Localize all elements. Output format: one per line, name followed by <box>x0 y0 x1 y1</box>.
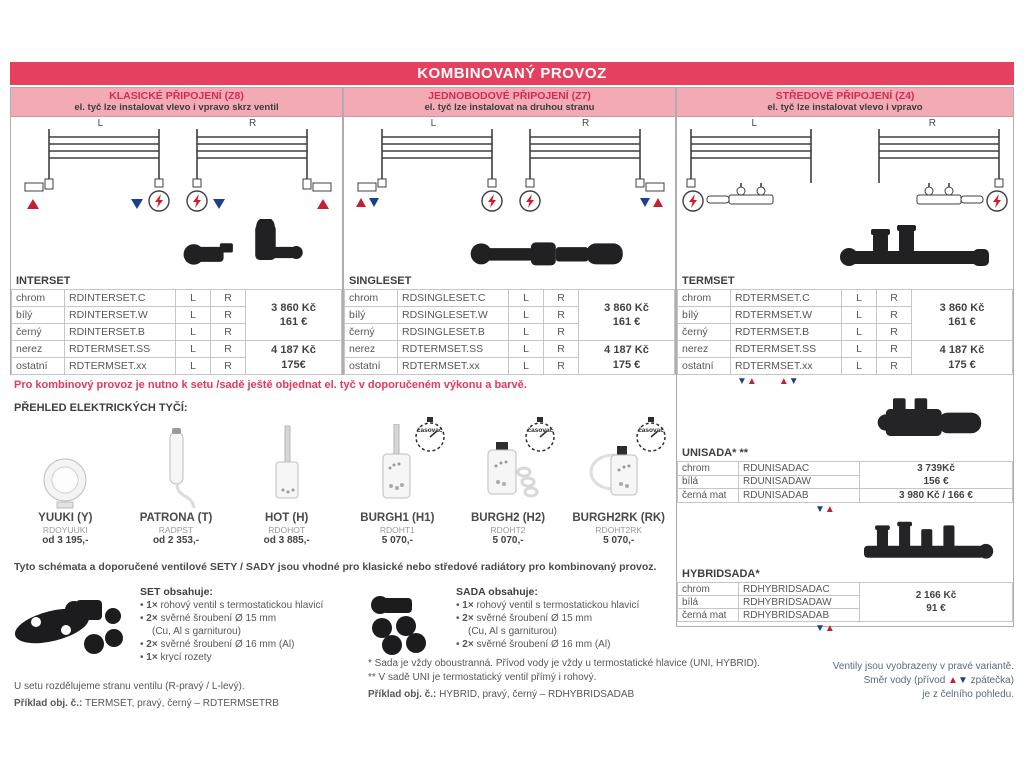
table-row <box>345 341 675 358</box>
column-header <box>344 88 675 117</box>
rod-price: od 2 353,- <box>152 535 200 546</box>
price-kc: 3 739Kč <box>917 463 955 474</box>
left-radiator <box>382 129 492 183</box>
price-cell <box>912 341 1013 375</box>
set-name: SINGLESET <box>349 275 412 287</box>
termset-product-photo <box>677 217 1013 273</box>
column-subtitle: el. tyč lze instalovat vlevo i vpravo <box>767 102 923 113</box>
rod-code: RDOHT1 <box>379 525 415 535</box>
list-item: • 1× rohový ventil s termostatickou hlavicí <box>140 599 388 612</box>
supply-arrow-icon <box>27 199 39 209</box>
hot-photo <box>231 416 342 512</box>
column-header <box>11 88 342 117</box>
right-cell: R <box>544 290 579 307</box>
example-hybrid: Příklad obj. č.: HYBRID, pravý, černý – RDHYBRIDSADAB <box>368 689 635 700</box>
color-cell: chrom <box>345 290 398 307</box>
left-cell: L <box>509 307 544 324</box>
left-cell: L <box>842 290 877 307</box>
left-cell: L <box>176 324 211 341</box>
timer-badge <box>519 416 561 454</box>
left-variant-label: L <box>97 118 104 129</box>
code-cell: RDTERMSET.B <box>731 324 842 341</box>
return-arrow-icon: ▼ <box>737 376 747 387</box>
return-arrow-icon <box>131 199 143 209</box>
rod-code: RDOHOT <box>268 525 306 535</box>
rod-price: 5 070,- <box>381 535 413 546</box>
list-item: • 2× svěrné šroubení Ø 15 mm <box>140 612 388 625</box>
footnote-uni: ** V sadě UNI je termostatický ventil přímý i rohový. <box>368 672 597 683</box>
table-row <box>678 583 1013 596</box>
color-cell: černá mat <box>678 489 739 503</box>
supply-arrow-icon <box>653 198 663 207</box>
color-cell: černý <box>12 324 65 341</box>
rod-price: 5 070,- <box>492 535 524 546</box>
code-cell: RDTERMSET.xx <box>398 358 509 375</box>
code-cell: RDSINGLESET.B <box>398 324 509 341</box>
column-title: KLASICKÉ PŘIPOJENÍ (Z8) <box>109 90 244 102</box>
stopwatch-icon <box>630 416 672 454</box>
code-cell: RDTERMSET.SS <box>731 341 842 358</box>
left-cell: L <box>509 341 544 358</box>
right-cell: R <box>544 341 579 358</box>
z8-connection-diagram <box>11 117 342 217</box>
rods-heading: PŘEHLED ELEKTRICKÝCH TYČÍ: <box>14 402 188 414</box>
valve-orientation-note <box>812 660 1014 702</box>
left-cell: L <box>176 307 211 324</box>
table-row <box>678 489 1013 503</box>
right-cell: R <box>211 290 246 307</box>
price-eur: 175 € <box>612 358 641 371</box>
color-cell: nerez <box>678 341 731 358</box>
rod-code: RDOYUUKI <box>42 525 88 535</box>
patrona-photo-svg <box>144 424 208 512</box>
right-cell: R <box>211 307 246 324</box>
code-cell: RDUNISADAW <box>739 475 860 489</box>
color-cell: černý <box>345 324 398 341</box>
example-termset: Příklad obj. č.: TERMSET, pravý, černý – RDTERMSETRB <box>14 698 279 709</box>
set-side-note: U setu rozdělujeme stranu ventilu (R-pravý / L-levý). <box>14 681 245 692</box>
color-cell: bílá <box>678 475 739 489</box>
price-cell <box>246 290 342 341</box>
supply-arrow-icon: ▲ <box>778 376 789 387</box>
rod-price: od 3 885,- <box>263 535 310 546</box>
right-cell: R <box>877 307 912 324</box>
timer-badge <box>409 416 451 454</box>
return-arrow-icon: ▼ <box>815 623 825 634</box>
set-parts-photo <box>10 592 132 664</box>
right-cell: R <box>544 307 579 324</box>
z4-diagram-svg <box>677 117 1013 217</box>
rod-name: BURGH1 (H1) <box>360 512 435 524</box>
list-item: (Cu, Al s garniturou) <box>152 626 241 637</box>
code-cell: RDTERMSET.xx <box>65 358 176 375</box>
rod-card-burgh2rk <box>563 416 674 558</box>
rod-name: BURGH2RK (RK) <box>572 512 666 524</box>
return-arrow-icon: ▼ <box>815 504 825 515</box>
code-cell: RDTERMSET.SS <box>65 341 176 358</box>
rod-card-patrona <box>121 416 232 558</box>
code-cell: RDINTERSET.W <box>65 307 176 324</box>
unisada-photo-svg <box>859 391 999 445</box>
supply-arrow-icon: ▲ <box>824 504 835 515</box>
code-cell: RDTERMSET.SS <box>398 341 509 358</box>
note-line: Ventily jsou vyobrazeny v pravé variantě. <box>832 661 1014 672</box>
stopwatch-icon <box>519 416 561 454</box>
note-line: je z čelního pohledu. <box>922 689 1014 700</box>
price-kc: 3 860 Kč <box>939 301 985 314</box>
price-kc: 2 166 Kč <box>915 590 957 601</box>
column-subtitle: el. tyč lze instalovat vlevo i vpravo skrz ventil <box>74 102 279 113</box>
valves <box>25 179 331 191</box>
code-cell: RDSINGLESET.W <box>398 307 509 324</box>
electric-rods-row <box>10 416 674 558</box>
price-cell <box>579 341 675 375</box>
list-item: (Cu, Al s garniturou) <box>468 626 557 637</box>
unisada-product-photo <box>677 389 1013 445</box>
supply-arrow-icon: ▲ <box>824 623 835 634</box>
singleset-photo-svg <box>464 229 639 273</box>
rod-code: RADPST <box>158 525 194 535</box>
left-cell: L <box>509 290 544 307</box>
unisada-name: UNISADA* ** <box>682 447 749 459</box>
sada-parts-photo-svg <box>352 594 444 656</box>
singleset-table <box>344 289 675 375</box>
unisada-table <box>677 461 1013 503</box>
code-cell: RDHYBRIDSADAC <box>739 583 860 596</box>
el-rod-position-icon <box>149 191 207 211</box>
color-cell: bílý <box>678 307 731 324</box>
right-variant-label: R <box>249 118 257 129</box>
center-valves <box>687 179 1003 204</box>
hybridsada-photo-svg <box>849 518 999 566</box>
el-rod-position-icon <box>482 191 540 211</box>
code-cell: RDINTERSET.B <box>65 324 176 341</box>
set-contents-title: SET obsahuje: <box>140 586 213 598</box>
timer-label: časovač <box>638 427 664 434</box>
list-item: • 2× svěrné šroubení Ø 15 mm <box>456 612 711 625</box>
price-eur: 91 € <box>926 603 946 614</box>
timer-label: časovač <box>527 427 554 434</box>
note-line: Směr vody (přívod ▲▼ zpátečka) <box>863 675 1014 686</box>
supply-arrow-icon <box>317 199 329 209</box>
rod-price: od 3 195,- <box>42 535 89 546</box>
z8-diagram-svg <box>11 117 342 217</box>
sada-contents-title: SADA obsahuje: <box>456 586 538 598</box>
right-radiator <box>530 129 640 183</box>
hot-photo-svg <box>255 424 319 512</box>
stopwatch-icon <box>409 416 451 454</box>
list-item: • 1× krycí rozety <box>140 651 388 664</box>
price-eur: 161 € <box>948 316 976 328</box>
list-item: • 2× svěrné šroubení Ø 16 mm (Al) <box>456 638 711 651</box>
interset-table <box>11 289 342 375</box>
color-cell: chrom <box>678 583 739 596</box>
left-cell: L <box>842 307 877 324</box>
right-cell: R <box>877 290 912 307</box>
z7-connection-diagram <box>344 117 675 217</box>
code-cell: RDHYBRIDSADAB <box>739 609 860 622</box>
color-cell: chrom <box>678 290 731 307</box>
flow-direction-arrows <box>677 503 1013 516</box>
rod-code: RDOHT2 <box>490 525 526 535</box>
set-name: INTERSET <box>16 275 71 287</box>
table-row <box>345 290 675 307</box>
price-eur: 156 € <box>923 476 949 487</box>
rod-price: 5 070,- <box>603 535 635 546</box>
right-cell: R <box>877 324 912 341</box>
price-cell <box>860 583 1013 622</box>
timer-badge <box>630 416 672 454</box>
left-cell: L <box>176 290 211 307</box>
color-cell: bílý <box>12 307 65 324</box>
rod-code: RDOHT2RK <box>595 525 643 535</box>
set-parts-photo-svg <box>10 592 132 664</box>
rod-name: BURGH2 (H2) <box>470 512 546 524</box>
price-kc: 4 187 Kč <box>939 344 985 357</box>
return-arrow-icon <box>369 198 379 207</box>
z4-connection-diagram <box>677 117 1013 217</box>
left-cell: L <box>176 358 211 375</box>
z7-diagram-svg <box>344 117 675 217</box>
code-cell: RDHYBRIDSADAW <box>739 596 860 609</box>
right-cell: R <box>877 358 912 375</box>
code-cell: RDUNISADAC <box>739 462 860 476</box>
left-cell: L <box>509 324 544 341</box>
table-row <box>12 341 342 358</box>
table-row <box>678 341 1013 358</box>
valves <box>358 179 664 191</box>
price-kc: 4 187 Kč <box>604 344 649 357</box>
column-stredove-z4 <box>676 87 1014 634</box>
color-cell: nerez <box>12 341 65 358</box>
right-cell: R <box>544 358 579 375</box>
right-cell: R <box>877 341 912 358</box>
price-cell <box>246 341 342 375</box>
patrona-photo <box>121 416 232 512</box>
price-cell <box>912 290 1013 341</box>
price-eur: 175 € <box>948 358 976 371</box>
right-cell: R <box>211 324 246 341</box>
left-cell: L <box>176 341 211 358</box>
interset-photo-svg <box>170 219 320 273</box>
column-jednobodove-z7 <box>343 87 676 375</box>
left-cell: L <box>842 324 877 341</box>
table-row <box>678 462 1013 476</box>
hybridsada-product-photo <box>677 516 1013 566</box>
rod-card-hot <box>231 416 342 558</box>
code-cell: RDTERMSET.xx <box>731 358 842 375</box>
code-cell: RDTERMSET.C <box>731 290 842 307</box>
supply-arrow-icon <box>356 198 366 207</box>
right-cell: R <box>211 358 246 375</box>
list-item: • 1× rohový ventil s termostatickou hlavicí <box>456 599 711 612</box>
table-row <box>12 290 342 307</box>
color-cell: bílá <box>678 596 739 609</box>
termset-table <box>677 289 1013 375</box>
left-radiator <box>49 129 159 183</box>
bottom-intro: Tyto schémata a doporučené ventilové SETY / SADY jsou vhodné pro klasické nebo středové radiátory pro kombinovaný provoz. <box>14 561 657 573</box>
singleset-product-photo <box>344 217 675 273</box>
table-row <box>678 290 1013 307</box>
rod-name: HOT (H) <box>264 512 309 524</box>
sada-parts-photo <box>352 594 444 656</box>
termset-photo-svg <box>833 223 993 273</box>
code-cell: RDUNISADAB <box>739 489 860 503</box>
right-radiator <box>197 129 307 183</box>
color-cell: nerez <box>345 341 398 358</box>
footnotes-block <box>368 657 818 702</box>
price-kc: 3 860 Kč <box>604 301 649 314</box>
left-variant-label: L <box>751 118 758 129</box>
return-arrow-icon: ▼ <box>957 675 968 686</box>
flow-direction-arrows <box>677 375 1013 389</box>
left-radiator <box>691 129 811 189</box>
right-cell: R <box>544 324 579 341</box>
hybridsada-table <box>677 582 1013 622</box>
color-cell: černá mat <box>678 609 739 622</box>
code-cell: RDINTERSET.C <box>65 290 176 307</box>
code-cell: RDTERMSET.W <box>731 307 842 324</box>
rod-card-burgh2 <box>453 416 564 558</box>
list-item: • 2× svěrné šroubení Ø 16 mm (Al) <box>140 638 388 651</box>
rod-card-yuuki <box>10 416 121 558</box>
left-variant-label: L <box>430 118 437 129</box>
rod-name: YUUKI (Y) <box>38 512 93 524</box>
return-arrow-icon: ▼ <box>788 376 799 387</box>
column-title: JEDNOBODOVÉ PŘIPOJENÍ (Z7) <box>428 90 591 102</box>
column-header <box>677 88 1013 117</box>
price-cell: 3 980 Kč / 166 € <box>860 489 1013 503</box>
hybridsada-name: HYBRIDSADA* <box>682 568 760 580</box>
rod-card-burgh1 <box>342 416 453 558</box>
red-note: Pro kombinový provoz je nutno k setu /sadě ještě objednat el. tyč v doporučeném výkonu a barvě. <box>14 379 527 391</box>
price-eur: 161 € <box>279 316 308 328</box>
left-cell: L <box>842 358 877 375</box>
color-cell: ostatní <box>678 358 731 375</box>
flow-direction-arrows <box>677 622 1013 635</box>
color-cell: chrom <box>12 290 65 307</box>
rod-name: PATRONA (T) <box>139 512 213 524</box>
column-klasicke-z8 <box>10 87 343 375</box>
set-side-notes <box>14 678 374 712</box>
price-cell <box>579 290 675 341</box>
price-cell <box>860 462 1013 489</box>
right-cell: R <box>211 341 246 358</box>
color-cell: černý <box>678 324 731 341</box>
return-arrow-icon <box>640 198 650 207</box>
left-cell: L <box>509 358 544 375</box>
supply-arrow-icon: ▲ <box>948 675 958 686</box>
price-eur: 161 € <box>612 316 641 328</box>
left-cell: L <box>842 341 877 358</box>
column-title: STŘEDOVÉ PŘIPOJENÍ (Z4) <box>775 90 915 102</box>
footnote-sada: * Sada je vždy oboustranná. Přívod vody je vždy u termostatické hlavice (UNI, HYBRID). <box>368 658 760 669</box>
yuuki-photo <box>10 416 121 512</box>
yuuki-photo-svg <box>33 424 97 512</box>
price-kc: 4 187 Kč <box>271 344 316 357</box>
right-radiator <box>879 129 999 189</box>
set-name: TERMSET <box>682 275 735 287</box>
color-cell: bílý <box>345 307 398 324</box>
price-eur: 175€ <box>281 358 306 371</box>
color-cell: ostatní <box>345 358 398 375</box>
code-cell: RDSINGLESET.C <box>398 290 509 307</box>
column-subtitle: el. tyč lze instalovat na druhou stranu <box>424 102 595 113</box>
sada-contents-block <box>456 585 711 651</box>
timer-label: časovač <box>416 427 443 434</box>
right-variant-label: R <box>928 118 936 129</box>
price-kc: 3 860 Kč <box>271 301 316 314</box>
color-cell: chrom <box>678 462 739 476</box>
right-variant-label: R <box>582 118 590 129</box>
color-cell: ostatní <box>12 358 65 375</box>
return-arrow-icon <box>213 199 225 209</box>
supply-arrow-icon: ▲ <box>746 376 757 387</box>
page-title: KOMBINOVANÝ PROVOZ <box>10 62 1014 85</box>
set-contents-block <box>140 585 388 664</box>
interset-product-photo <box>11 217 342 273</box>
